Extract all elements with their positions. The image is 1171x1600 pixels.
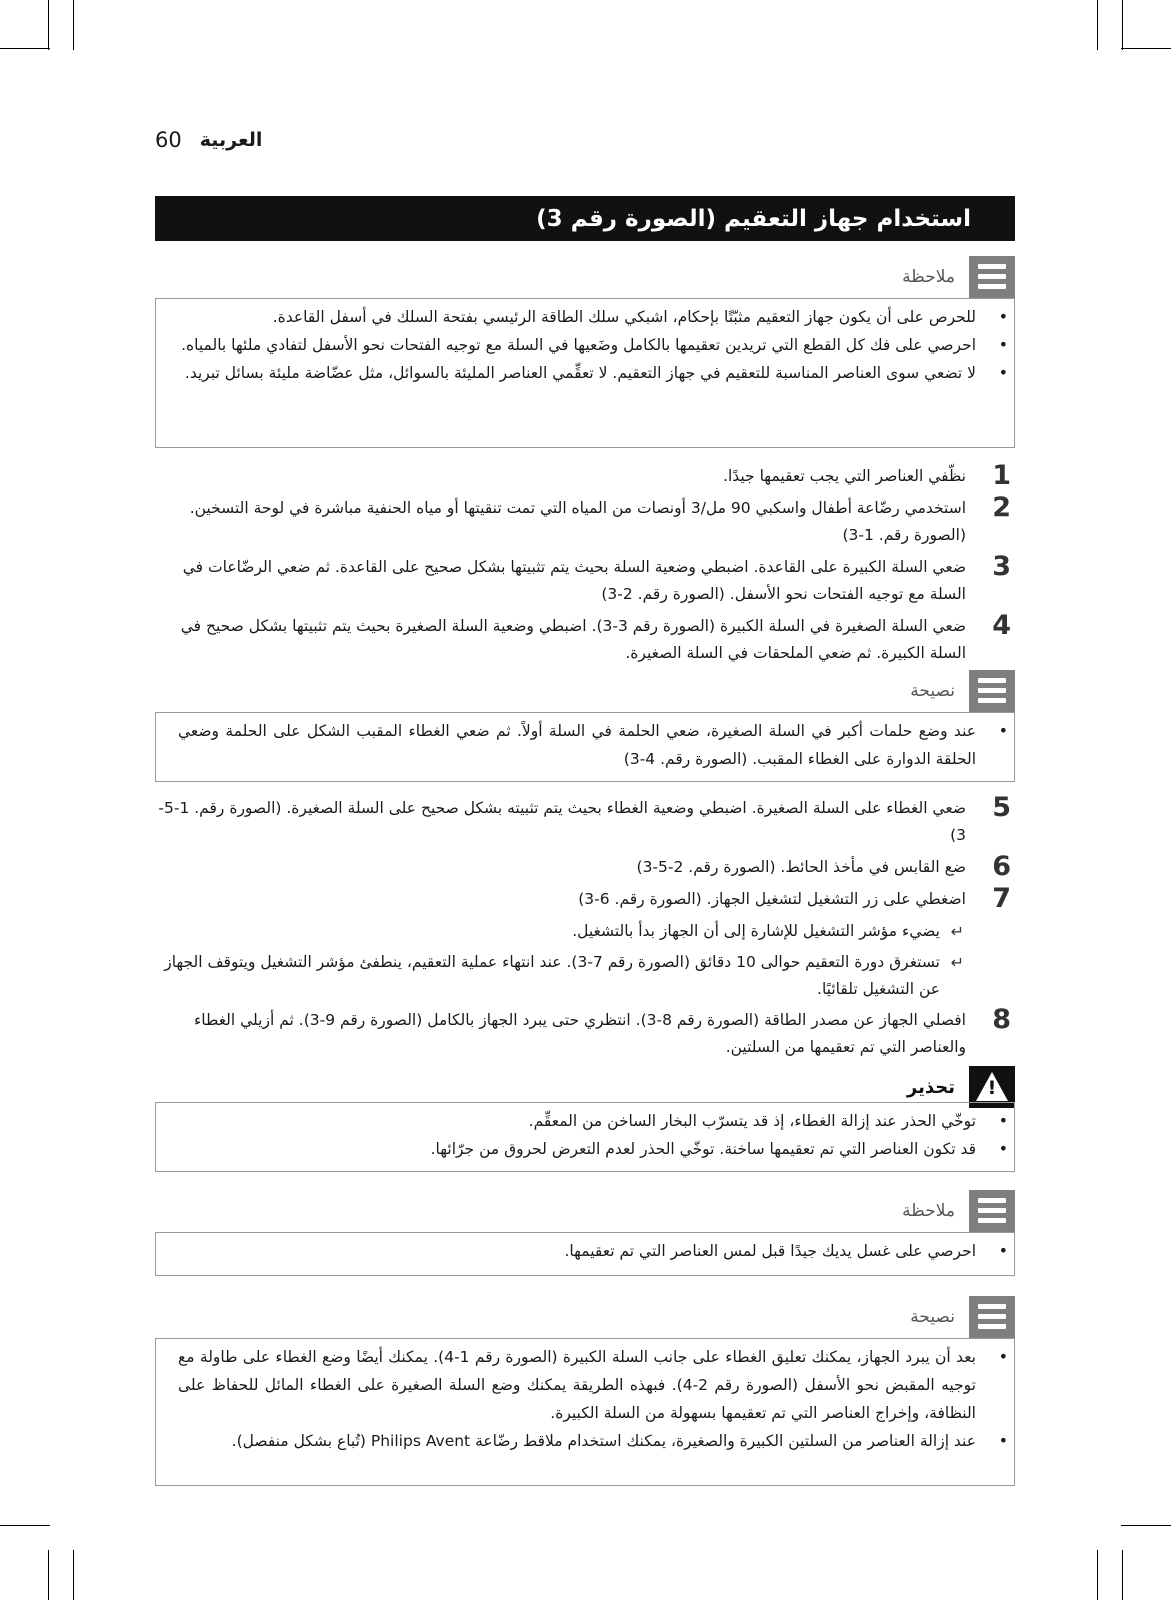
list-item: • قد تكون العناصر التي تم تعقيمها ساخنة. توخّي الحذر لعدم التعرض لحروق من جرّائها. [178, 1135, 988, 1163]
crop-mark [0, 1525, 50, 1526]
tip-label: نصيحة [910, 681, 955, 701]
step-item [155, 883, 1015, 914]
result-arrow-icon: ↵ [950, 922, 964, 941]
list-item: • احرصي على غسل يديك جيدًا قبل لمس العناصر التي تم تعقيمها. [178, 1237, 988, 1265]
step-number: 4 [992, 610, 1011, 641]
crop-mark [1121, 1525, 1171, 1526]
tip-label-row [155, 1296, 1015, 1338]
result-arrow-icon: ↵ [950, 953, 964, 972]
warning-box [155, 1102, 1015, 1172]
step-item [155, 610, 1015, 667]
list-item: • عند إزالة العناصر من السلتين الكبيرة والصغيرة، يمكنك استخدام ملاقط رضّاعة Philips Avent (تُباع بشكل منفصل). [178, 1427, 988, 1455]
tip-label: نصيحة [910, 1307, 955, 1327]
warning-icon: ! [969, 1066, 1015, 1108]
crop-mark [1097, 1550, 1098, 1600]
step-text: ضعي السلة الصغيرة في السلة الكبيرة (الصورة رقم 3-3). اضبطي وضعية السلة الصغيرة بحيث يتم تثبيتها بشكل صحيح في السلة الكبيرة. ثم ضعي الملحقات في السلة الصغيرة. [180, 617, 966, 662]
step-result [155, 949, 1015, 1003]
note-box [155, 298, 1015, 448]
crop-mark [1122, 0, 1123, 50]
note-label-row [155, 1190, 1015, 1232]
tip-lines-icon [969, 1296, 1015, 1338]
step-item [155, 460, 1015, 491]
step-text: ضعي السلة الكبيرة على القاعدة. اضبطي وضعية السلة بحيث يتم تثبيتها بشكل صحيح على القاعدة. ثم ضعي الرضّاعات في السلة مع توجيه الفتحات نحو الأسفل. (الصورة رقم. 2-3) [182, 558, 966, 603]
list-item: • للحرص على أن يكون جهاز التعقيم مثبّتًا بإحكام، اشبكي سلك الطاقة الرئيسي بفتحة السلك في أسفل القاعدة. [178, 303, 988, 331]
crop-mark [1097, 0, 1098, 50]
crop-mark [48, 1550, 49, 1600]
note-label-row [155, 256, 1015, 298]
list-item: • بعد أن يبرد الجهاز، يمكنك تعليق الغطاء على جانب السلة الكبيرة (الصورة رقم 1-4). يمكنك أيضًا وضع الغطاء على طاولة مع توجيه المقبض نحو الأسفل (الصورة رقم 2-4). فبهذه الطريقة يمكنك وضع السلة الصغيرة على الغطاء المائل للحفاظ على النظافة، وإخراج العناصر التي تم تعقيمها بسهولة من السلة الكبيرة. [178, 1343, 988, 1427]
crop-mark [48, 0, 49, 50]
step-text: نظّفي العناصر التي يجب تعقيمها جيدًا. [723, 467, 966, 485]
crop-mark [73, 0, 74, 50]
step-text: اضغطي على زر التشغيل لتشغيل الجهاز. (الصورة رقم. 6-3) [578, 890, 966, 908]
list-item: • توخّي الحذر عند إزالة الغطاء، إذ قد يتسرّب البخار الساخن من المعقِّم. [178, 1107, 988, 1135]
note-label: ملاحظة [902, 1201, 955, 1221]
page-language: العربية [199, 129, 263, 151]
step-number: 8 [992, 1004, 1011, 1035]
step-number: 5 [992, 792, 1011, 823]
list-item: • لا تضعي سوى العناصر المناسبة للتعقيم في جهاز التعقيم. لا تعقِّمي العناصر المليئة بالسوائل، مثل عضّاضة مليئة بسائل تبريد. [178, 359, 988, 387]
step-item [155, 551, 1015, 608]
note-lines-icon [969, 1190, 1015, 1232]
tip-box [155, 1338, 1015, 1486]
step-result [155, 918, 1015, 945]
step-number: 6 [992, 851, 1011, 882]
crop-mark [1121, 48, 1171, 49]
page-number: 60 [155, 128, 182, 152]
warning-label: تحذير [906, 1076, 955, 1098]
crop-mark [73, 1550, 74, 1600]
step-number: 1 [992, 460, 1011, 491]
list-item: • عند وضع حلمات أكبر في السلة الصغيرة، ضعي الحلمة في السلة أولاً. ثم ضعي الغطاء المقبب الشكل على الحلمة وضعي الحلقة الدوارة على الغطاء المقبب. (الصورة رقم. 4-3) [178, 717, 988, 773]
tip-label-row [155, 670, 1015, 712]
page-header [155, 128, 262, 152]
step-item [155, 792, 1015, 849]
step-number: 7 [992, 883, 1011, 914]
step-item [155, 492, 1015, 549]
section-title: استخدام جهاز التعقيم (الصورة رقم 3) [155, 196, 1015, 241]
step-text: ضع القابس في مأخذ الحائط. (الصورة رقم. 2-5-3) [636, 858, 966, 876]
note-box [155, 1232, 1015, 1276]
tip-box [155, 712, 1015, 782]
step-text: افصلي الجهاز عن مصدر الطاقة (الصورة رقم 8-3). انتظري حتى يبرد الجهاز بالكامل (الصورة رقم 9-3). ثم أزيلي الغطاء والعناصر التي تم تعقيمها من السلتين. [193, 1011, 966, 1056]
steps-group-a [155, 460, 1015, 672]
crop-mark [0, 48, 50, 49]
list-item: • احرصي على فك كل القطع التي تريدين تعقيمها بالكامل وضَعيها في السلة مع توجيه الفتحات نحو الأسفل لتفادي ملئها بالمياه. [178, 331, 988, 359]
step-number: 2 [992, 492, 1011, 523]
step-text: استخدمي رضّاعة أطفال واسكبي 90 مل/3 أونصات من المياه التي تمت تنقيتها أو مياه الحنفية مباشرة في لوحة التسخين. (الصورة رقم. 1-3) [189, 499, 966, 544]
step-text: ضعي الغطاء على السلة الصغيرة. اضبطي وضعية الغطاء بحيث يتم تثبيته بشكل صحيح على السلة الصغيرة. (الصورة رقم. 1-5-3) [158, 799, 966, 844]
result-text: يضيء مؤشر التشغيل للإشارة إلى أن الجهاز بدأ بالتشغيل. [572, 922, 940, 940]
crop-mark [1122, 1550, 1123, 1600]
step-number: 3 [992, 551, 1011, 582]
note-lines-icon [969, 256, 1015, 298]
step-item [155, 851, 1015, 882]
steps-group-b [155, 792, 1015, 1066]
result-text: تستغرق دورة التعقيم حوالى 10 دقائق (الصورة رقم 7-3). عند انتهاء عملية التعقيم، ينطفئ مؤشر التشغيل ويتوقف الجهاز عن التشغيل تلقائيًا. [164, 953, 940, 998]
step-item [155, 1004, 1015, 1061]
tip-lines-icon [969, 670, 1015, 712]
note-label: ملاحظة [902, 267, 955, 287]
